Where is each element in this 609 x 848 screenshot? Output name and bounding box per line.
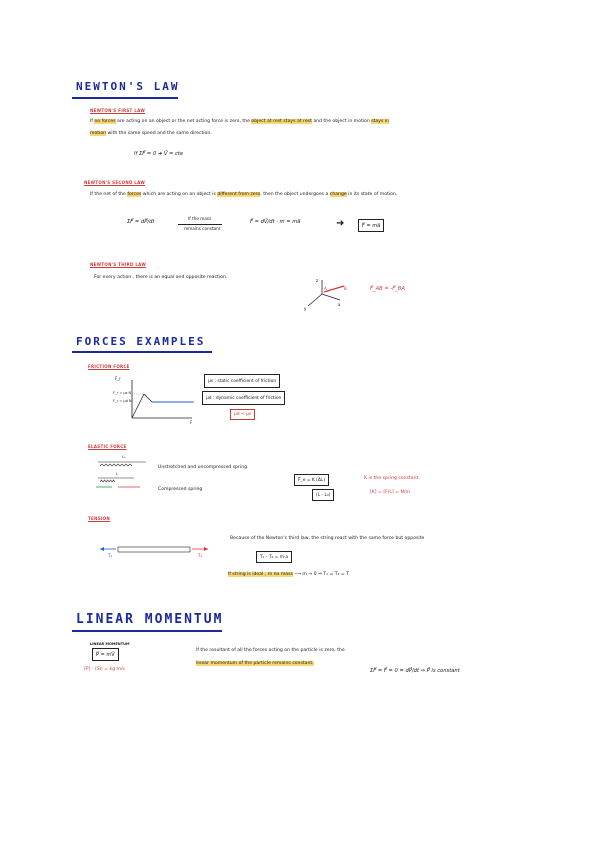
tension-desc: Because of the Newton's third law, the string react with the same force but opposite bbox=[230, 536, 425, 541]
tension-string-diagram bbox=[98, 542, 210, 562]
momentum-equation: ΣF⃗ = F⃗ = 0 = dP⃗/dt ⇒ P⃗ is constant bbox=[370, 668, 460, 674]
section-title-newtons-law: NEWTON'S LAW bbox=[76, 80, 180, 93]
third-law-line: For every action , there is an equal and opposite reaction. bbox=[94, 275, 228, 280]
section-title-forces-examples: FORCES EXAMPLES bbox=[76, 335, 206, 348]
axis-x-label: x bbox=[338, 302, 341, 307]
section-title-linear-momentum: LINEAR MOMENTUM bbox=[76, 612, 224, 627]
second-law-note-bottom: remains constant bbox=[184, 226, 221, 231]
second-law-line: If the net of the forces which are acting on an object is different from zero, then the object undergoes a change in its state of motion. bbox=[90, 192, 398, 197]
title-underline bbox=[72, 351, 212, 353]
first-law-equation: If ΣF⃗ = 0 ➜ V⃗ = cte bbox=[134, 151, 184, 157]
friction-axis-x: F bbox=[190, 420, 193, 425]
friction-axis-y: F_r bbox=[115, 376, 121, 381]
spring-diagram bbox=[96, 454, 156, 494]
axis-z-label: z bbox=[316, 278, 319, 283]
third-law-relation: F⃗_AB = -F⃗_BA bbox=[370, 286, 405, 292]
tension-formula-box: T₁ - T₂ = m·a bbox=[256, 551, 292, 563]
spring-l0-label: L₀ bbox=[122, 455, 126, 459]
first-law-line1: If no forces are acting on an object or the net acting force is zero, the object at rest stays at rest and the object in motion stays in bbox=[90, 119, 390, 124]
elastic-desc1: Unstretched and uncompressed spring bbox=[158, 465, 248, 470]
second-law-result-box: F⃗ = ma⃗ bbox=[358, 219, 384, 232]
third-law-title: NEWTON'S THIRD LAW bbox=[90, 262, 147, 267]
friction-dynamic-label: F_r = μd N bbox=[113, 399, 132, 403]
second-law-note-top: If the mass bbox=[188, 216, 212, 221]
momentum-units: [P] : (SI) = kg m/s bbox=[84, 667, 125, 672]
momentum-line2: linear momentum of the particle remains constant. bbox=[196, 661, 314, 666]
momentum-line1: If the resultant of all the forces acting on the particle is zero, the bbox=[196, 648, 345, 653]
point-a-label: A bbox=[324, 286, 327, 291]
axis-diagram bbox=[300, 278, 360, 314]
second-law-eq1: ΣF⃗ = dP⃗/dt bbox=[127, 219, 155, 225]
elastic-title: ELASTIC FORCE bbox=[88, 444, 127, 449]
tension-t1-label: T₁ bbox=[108, 553, 113, 558]
arrow-right-icon: ➜ bbox=[336, 218, 345, 229]
point-b-label: B bbox=[344, 286, 347, 291]
tension-title: TENSION bbox=[88, 516, 111, 521]
first-law-title: NEWTON'S FIRST LAW bbox=[90, 108, 146, 113]
axis-y-label: y bbox=[304, 306, 307, 311]
friction-title: FRICTION FORCE bbox=[88, 364, 130, 369]
friction-relation-box: μd < μs bbox=[230, 409, 255, 420]
dynamic-coefficient-box: μd : dynamic coefficient of friction bbox=[202, 391, 285, 405]
title-underline bbox=[72, 97, 178, 99]
first-law-line2: motion with the same speed and the same direction. bbox=[90, 131, 212, 136]
friction-static-label: F_r = μs N bbox=[113, 391, 132, 395]
second-law-eq2: F⃗ = dV⃗/dt · m = ma⃗ bbox=[250, 219, 301, 225]
tension-t2-label: T₂ bbox=[198, 553, 203, 558]
spring-constant-note: K is the spring constant bbox=[364, 476, 419, 481]
elastic-formula-box: F⃗_e = K (ΔL) bbox=[294, 474, 329, 486]
spring-constant-units: [K] = [F/L] = N/m bbox=[370, 490, 410, 495]
momentum-box-title: LINEAR MOMENTUM bbox=[90, 642, 130, 646]
elastic-desc2: Compressed spring bbox=[158, 487, 203, 492]
momentum-formula-box: P⃗ = mV⃗ bbox=[92, 648, 119, 661]
tension-conclusion: If string is ideal , m no mass ⟶ m → 0 ⇒ T₁ = T₂ = T bbox=[228, 572, 349, 577]
static-coefficient-box: μs : static coefficient of friction bbox=[204, 374, 280, 388]
elastic-delta-box: (L - L₀) bbox=[312, 489, 334, 501]
title-underline bbox=[72, 630, 222, 632]
second-law-title: NEWTON'S SECOND LAW bbox=[84, 180, 146, 185]
spring-l-label: L bbox=[116, 472, 118, 476]
